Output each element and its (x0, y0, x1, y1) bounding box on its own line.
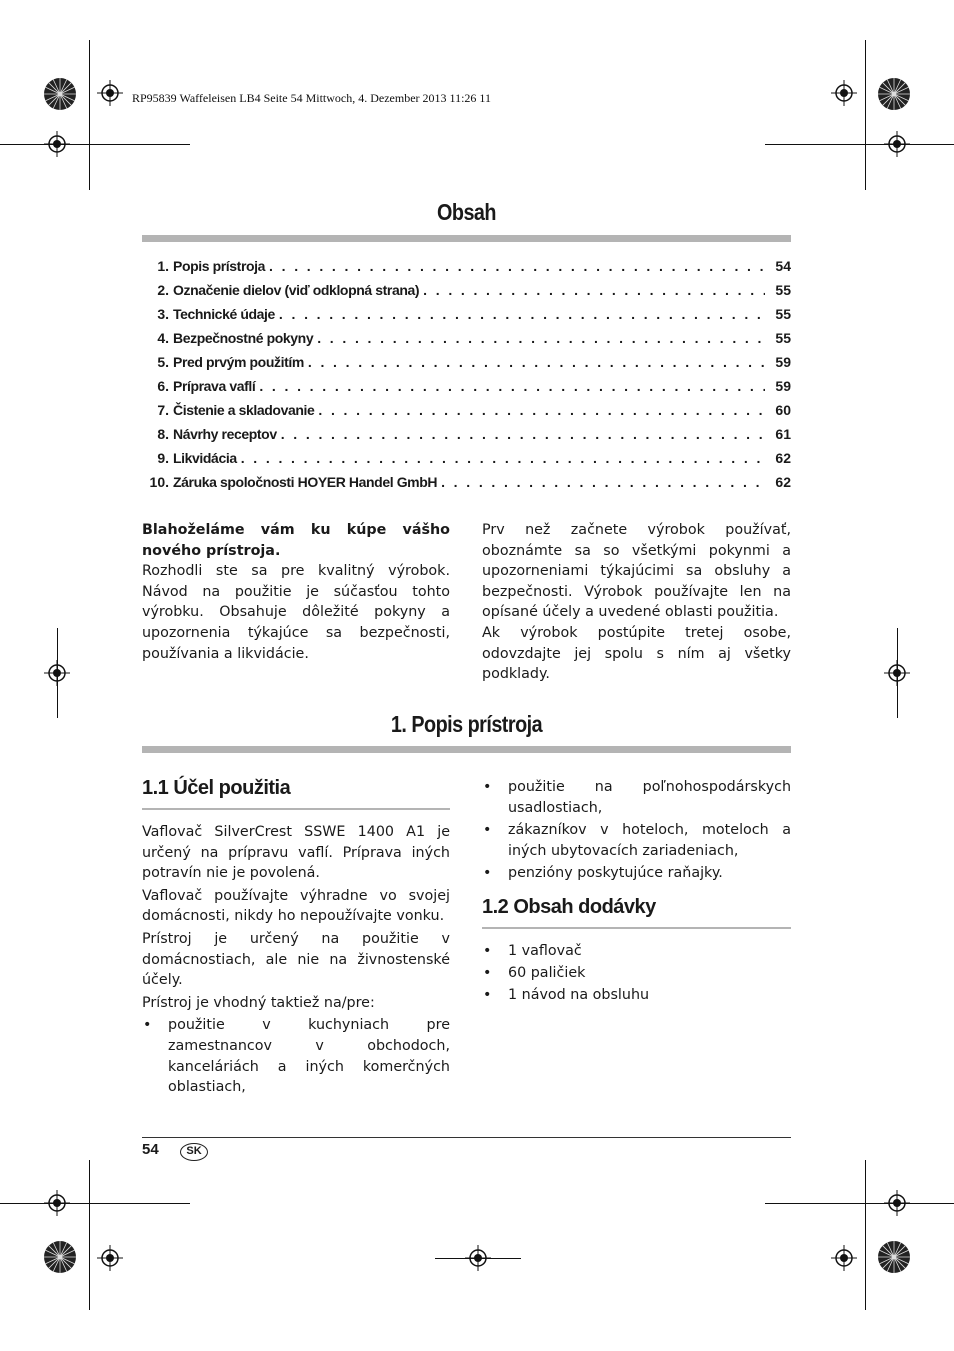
toc-entry[interactable] (142, 326, 791, 350)
subsection-rule (142, 808, 450, 810)
toc-entry-number: 8. (157, 426, 169, 442)
toc-leader-dots (314, 398, 765, 422)
section-title-bar (142, 746, 791, 753)
registration-mark-icon (97, 1245, 123, 1271)
list-item (142, 1015, 450, 1097)
toc-leader-dots (277, 422, 765, 446)
list-item-text: penzióny poskytujúce raňajky. (508, 865, 723, 882)
toc-entry-label: Označenie dielov (viď odklopná strana) (173, 282, 420, 298)
toc-entry-number: 10. (149, 474, 169, 490)
toc-leader-dots (237, 446, 765, 470)
toc-entry-page: 55 (775, 330, 791, 346)
bullet-icon: • (143, 1017, 152, 1034)
language-badge: SK (180, 1143, 208, 1161)
color-starburst-icon (43, 1240, 77, 1274)
toc-entry[interactable] (142, 470, 791, 494)
subsection-rule (482, 927, 791, 929)
intro-left-column (142, 520, 450, 664)
registration-mark-icon (884, 660, 910, 686)
delivery-contents (482, 941, 791, 1006)
list-item (482, 941, 791, 962)
toc-entry[interactable] (142, 446, 791, 470)
toc-leader-dots (419, 278, 765, 302)
registration-mark-icon (465, 1245, 491, 1271)
crop-mark (89, 40, 90, 190)
toc-title-bar (142, 235, 791, 242)
toc-entry-label: Popis prístroja (173, 258, 266, 274)
toc-entry-page: 60 (775, 402, 791, 418)
toc-entry-label: Pred prvým použitím (173, 354, 304, 370)
usage-paragraph: Prístroj je vhodný taktiež na/pre: (142, 994, 375, 1011)
color-starburst-icon (877, 77, 911, 111)
bullet-icon: • (483, 943, 492, 959)
bullet-icon: • (483, 779, 492, 795)
crop-mark (865, 40, 866, 190)
toc-entry[interactable] (142, 398, 791, 422)
toc-entry-page: 59 (775, 354, 791, 370)
color-starburst-icon (43, 77, 77, 111)
footer-rule (142, 1137, 791, 1138)
list-item-text: použitie na poľnohospodárskych usadlostiach, (508, 779, 791, 816)
toc-entry-label: Technické údaje (173, 306, 275, 322)
toc-entry-number: 7. (157, 402, 169, 418)
toc-entry-number: 5. (157, 354, 169, 370)
usage-paragraph: Vaflovač používajte výhradne vo svojej domácnosti, nikdy ho nepoužívajte vonku. (142, 887, 450, 925)
crop-mark (865, 1160, 866, 1310)
toc-leader-dots (255, 374, 765, 398)
list-item-text: 1 návod na obsluhu (508, 987, 650, 1004)
list-item (482, 820, 791, 861)
toc-entry-label: Čistenie a skladovanie (173, 402, 315, 418)
list-item-text: 60 paličiek (508, 965, 586, 982)
toc-entry-number: 3. (157, 306, 169, 322)
subsection-title: 1.2 Obsah dodávky (482, 896, 656, 918)
toc-entry-number: 2. (157, 282, 169, 298)
toc-entry-label: Príprava vaflí (173, 378, 256, 394)
subsection-title: 1.1 Účel použitia (142, 777, 291, 799)
list-item-text: zákazníkov v hoteloch, moteloch a iných ubytovacích zariadeniach, (508, 822, 791, 859)
toc-entry[interactable] (142, 302, 791, 326)
toc-entry-label: Záruka spoločnosti HOYER Handel GmbH (173, 474, 438, 490)
crop-mark (765, 1203, 954, 1204)
table-of-contents (142, 254, 791, 494)
registration-mark-icon (831, 80, 857, 106)
registration-mark-icon (884, 1190, 910, 1216)
crop-mark (0, 144, 190, 145)
toc-entry-page: 54 (775, 258, 791, 274)
toc-entry[interactable] (142, 422, 791, 446)
intro-right-paragraph: Ak výrobok postúpite tretej osobe, odovzdajte jej spolu s ním aj všetky podklady. (482, 624, 791, 683)
toc-entry-label: Návrhy receptov (173, 426, 277, 442)
toc-entry-number: 1. (157, 258, 169, 274)
registration-mark-icon (44, 131, 70, 157)
intro-left-text: Rozhodli ste sa pre kvalitný výrobok. Návod na použitie je súčasťou tohto výrobku. Obsahuje dôležité pokyny a upozornenia týkajúce sa bezpečnosti, používania a likvidácie. (142, 563, 450, 662)
registration-mark-icon (884, 131, 910, 157)
usage-paragraph: Prístroj je určený na použitie v domácnostiach, ale nie na živnostenské účely. (142, 930, 450, 989)
bullet-icon: • (483, 987, 492, 1004)
toc-entry-number: 4. (157, 330, 169, 346)
toc-entry[interactable] (142, 350, 791, 374)
list-item-text: 1 vaflovač (508, 943, 582, 959)
registration-mark-icon (44, 1190, 70, 1216)
toc-entry-page: 55 (775, 282, 791, 298)
intro-right-column (482, 520, 791, 685)
color-starburst-icon (877, 1240, 911, 1274)
list-item (482, 985, 791, 1006)
intro-heading: Blahoželáme vám ku kúpe vášho nového prístroja. (142, 522, 450, 559)
toc-entry-label: Likvidácia (173, 450, 237, 466)
bullet-icon: • (483, 965, 492, 982)
toc-title: Obsah (437, 199, 496, 225)
print-header: RP95839 Waffeleisen LB4 Seite 54 Mittwoch, 4. Dezember 2013 11:26 11 (132, 91, 491, 105)
registration-mark-icon (97, 80, 123, 106)
usage-paragraph: Vaflovač SilverCrest SSWE 1400 A1 je určený na prípravu vaflí. Príprava iných potravín nie je povolená. (142, 824, 450, 882)
toc-entry-page: 62 (775, 450, 791, 466)
toc-leader-dots (275, 302, 765, 326)
toc-entry[interactable] (142, 278, 791, 302)
crop-mark (89, 1160, 90, 1310)
usage-left-column (142, 822, 450, 1098)
list-item (482, 963, 791, 984)
toc-entry[interactable] (142, 254, 791, 278)
section-title: 1. Popis prístroja (390, 711, 543, 737)
toc-entry-page: 59 (775, 378, 791, 394)
intro-right-paragraph: Prv než začnete výrobok používať, oboznámte sa so všetkými pokynmi a upozorneniami týkajúcimi sa obsluhy a bezpečnosti. Výrobok používajte len na opísané účely a uvedené oblasti použitia. (482, 522, 791, 621)
list-item-text: použitie v kuchyniach pre zamestnancov v obchodoch, kanceláriách a iných komerčných oblastiach, (168, 1017, 450, 1096)
registration-mark-icon (44, 660, 70, 686)
toc-entry-page: 61 (775, 426, 791, 442)
toc-entry[interactable] (142, 374, 791, 398)
toc-leader-dots (304, 350, 765, 374)
crop-mark (765, 144, 954, 145)
toc-entry-number: 9. (157, 450, 169, 466)
toc-leader-dots (313, 326, 765, 350)
list-item (482, 863, 791, 884)
toc-entry-page: 62 (775, 474, 791, 490)
crop-mark (0, 1203, 190, 1204)
bullet-icon: • (483, 822, 492, 839)
list-item (482, 777, 791, 818)
toc-entry-label: Bezpečnostné pokyny (173, 330, 314, 346)
toc-leader-dots (437, 470, 765, 494)
toc-entry-page: 55 (775, 306, 791, 322)
page-number: 54 (142, 1141, 159, 1158)
usage-right-column (482, 777, 791, 884)
registration-mark-icon (831, 1245, 857, 1271)
toc-leader-dots (265, 254, 765, 278)
toc-entry-number: 6. (157, 378, 169, 394)
bullet-icon: • (483, 865, 492, 882)
